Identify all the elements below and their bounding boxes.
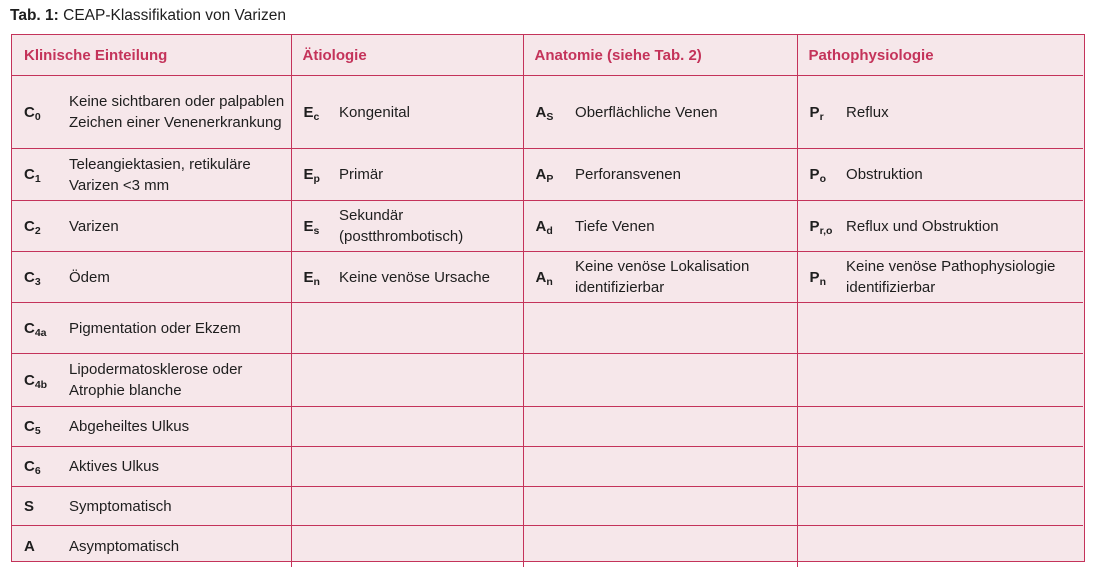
a-description-text: Oberflächliche Venen [575, 103, 718, 121]
c-description-cell [58, 487, 291, 526]
table-row [12, 252, 1083, 303]
c-code-letter: C [24, 418, 35, 435]
c-code-letter: C [24, 217, 35, 235]
header-klinische-einteilung: Klinische Einteilung [12, 35, 291, 76]
c-code-subscript: 2 [34, 224, 41, 237]
p-code-subscript: r,o [819, 224, 833, 237]
table-row [12, 76, 1083, 149]
p-code-subscript: r [819, 110, 824, 123]
p-code-letter: P [809, 166, 820, 183]
p-code-cell [797, 526, 835, 567]
e-description-cell [328, 354, 523, 407]
caption-title: CEAP-Klassifikation von Varizen [63, 7, 286, 24]
e-description-cell [328, 76, 523, 149]
e-code-cell [291, 149, 328, 201]
header-row [12, 35, 1083, 76]
c-description-text: Teleangiektasien, retikuläre Varizen <3 mm [69, 155, 251, 194]
c-code-cell [12, 407, 58, 447]
c-code-subscript: 6 [34, 465, 41, 477]
p-code-cell [797, 487, 835, 526]
e-description-cell [328, 149, 523, 201]
c-code-subscript: 0 [34, 110, 41, 123]
p-description-cell [835, 201, 1083, 252]
e-description-text: Keine venöse Ursache [339, 268, 490, 286]
c-description-cell [58, 201, 291, 252]
c-code-subscript: 1 [34, 173, 41, 185]
c-code-cell [12, 526, 58, 567]
c-description-cell [58, 149, 291, 201]
ceap-table [12, 35, 1083, 567]
e-description-cell [328, 252, 523, 303]
a-code-cell [523, 303, 564, 354]
a-code-cell [523, 526, 564, 567]
table-row [12, 407, 1083, 447]
c-code-subscript: 4b [34, 378, 48, 391]
p-description-cell [835, 487, 1083, 526]
c-description-cell [58, 252, 291, 303]
a-code-letter: A [535, 103, 547, 121]
c-code-cell [12, 252, 58, 303]
c-code-letter: A [24, 537, 35, 555]
c-code-cell [12, 447, 58, 487]
table-row [12, 201, 1083, 252]
table-row [12, 149, 1083, 201]
c-description-text: Keine sichtbaren oder palpablen Zeichen einer Venenerkrankung [69, 93, 285, 131]
a-description-cell [564, 526, 797, 567]
c-code-subscript: 3 [34, 275, 41, 288]
a-description-cell [564, 447, 797, 487]
e-code-subscript: p [313, 173, 320, 185]
c-code-letter: C [24, 458, 35, 475]
c-description-cell [58, 303, 291, 354]
c-code-cell [12, 303, 58, 354]
header-anatomie: Anatomie (siehe Tab. 2) [523, 35, 797, 76]
c-description-text: Symptomatisch [69, 497, 172, 515]
c-description-cell [58, 407, 291, 447]
p-code-cell [797, 201, 835, 252]
p-description-cell [835, 526, 1083, 567]
caption-label: Tab. 1: [10, 7, 59, 24]
e-code-cell [291, 447, 328, 487]
p-code-subscript: n [819, 275, 826, 288]
p-code-cell [797, 354, 835, 407]
c-code-letter: C [24, 103, 35, 121]
p-code-cell [797, 303, 835, 354]
p-description-text: Keine venöse Pathophysiologie identifizierbar [846, 258, 1056, 296]
c-code-letter: C [24, 371, 35, 389]
c-code-cell [12, 201, 58, 252]
c-code-subscript: 4a [34, 326, 47, 339]
c-description-cell [58, 76, 291, 149]
e-code-cell [291, 76, 328, 149]
p-description-cell [835, 149, 1083, 201]
e-description-text: Sekundär (postthrombotisch) [339, 207, 464, 245]
c-description-text: Aktives Ulkus [69, 458, 160, 475]
c-code-cell [12, 149, 58, 201]
p-description-cell [835, 76, 1083, 149]
e-code-subscript: n [313, 275, 320, 288]
p-code-cell [797, 407, 835, 447]
e-code-cell [291, 252, 328, 303]
e-description-text: Kongenital [339, 103, 410, 121]
p-description-text: Obstruktion [846, 166, 923, 183]
a-code-cell [523, 252, 564, 303]
p-code-subscript: o [819, 173, 826, 185]
a-code-cell [523, 354, 564, 407]
a-code-letter: A [535, 268, 547, 286]
e-description-cell [328, 447, 523, 487]
p-code-letter: P [809, 268, 820, 286]
e-code-cell [291, 201, 328, 252]
c-description-text: Ödem [69, 268, 110, 286]
a-description-text: Perforansvenen [575, 166, 681, 183]
a-code-cell [523, 76, 564, 149]
a-code-cell [523, 407, 564, 447]
e-code-cell [291, 487, 328, 526]
table-row [12, 354, 1083, 407]
table-row [12, 487, 1083, 526]
p-code-cell [797, 447, 835, 487]
a-code-cell [523, 149, 564, 201]
table-frame [11, 34, 1085, 562]
e-code-subscript: s [313, 224, 320, 237]
a-description-cell [564, 487, 797, 526]
e-code-cell [291, 526, 328, 567]
c-description-text: Asymptomatisch [69, 537, 180, 555]
a-code-subscript: S [546, 110, 554, 123]
e-code-subscript: c [313, 110, 320, 123]
c-description-text: Varizen [69, 217, 119, 235]
p-description-text: Reflux und Obstruktion [846, 217, 999, 235]
c-description-text: Lipodermatosklerose oder Atrophie blanche [69, 361, 243, 399]
p-description-text: Reflux [846, 103, 889, 121]
a-description-cell [564, 407, 797, 447]
e-description-cell [328, 303, 523, 354]
p-description-cell [835, 252, 1083, 303]
c-code-letter: C [24, 166, 35, 183]
e-description-cell [328, 526, 523, 567]
e-description-cell [328, 201, 523, 252]
p-description-cell [835, 407, 1083, 447]
a-description-cell [564, 252, 797, 303]
e-description-cell [328, 487, 523, 526]
a-description-cell [564, 354, 797, 407]
c-description-cell [58, 354, 291, 407]
p-description-cell [835, 354, 1083, 407]
table-row [12, 526, 1083, 567]
p-description-cell [835, 447, 1083, 487]
a-code-subscript: d [546, 224, 553, 237]
table-row [12, 303, 1083, 354]
p-code-cell [797, 252, 835, 303]
a-code-cell [523, 487, 564, 526]
e-code-letter: E [303, 217, 314, 235]
e-description-text: Primär [339, 166, 384, 183]
p-code-cell [797, 149, 835, 201]
c-code-letter: S [24, 497, 35, 515]
a-description-text: Tiefe Venen [575, 217, 655, 235]
p-code-cell [797, 76, 835, 149]
a-description-cell [564, 201, 797, 252]
a-code-letter: A [535, 166, 547, 183]
c-code-cell [12, 487, 58, 526]
e-code-letter: E [303, 166, 314, 183]
table-row [12, 447, 1083, 487]
a-code-subscript: n [546, 275, 553, 288]
p-code-letter: P [809, 103, 820, 121]
e-code-cell [291, 354, 328, 407]
c-code-cell [12, 354, 58, 407]
header-aetiologie: Ätiologie [291, 35, 523, 76]
c-code-cell [12, 76, 58, 149]
p-code-letter: P [809, 217, 820, 235]
a-code-cell [523, 201, 564, 252]
a-description-cell [564, 76, 797, 149]
c-code-letter: C [24, 319, 35, 337]
e-code-cell [291, 407, 328, 447]
c-description-text: Abgeheiltes Ulkus [69, 418, 190, 435]
c-description-text: Pigmentation oder Ekzem [69, 319, 241, 337]
a-description-cell [564, 149, 797, 201]
c-code-letter: C [24, 268, 35, 286]
a-code-subscript: P [546, 173, 554, 185]
a-code-cell [523, 447, 564, 487]
a-description-text: Keine venöse Lokalisation identifizierbar [575, 258, 750, 296]
c-description-cell [58, 526, 291, 567]
e-code-cell [291, 303, 328, 354]
p-description-cell [835, 303, 1083, 354]
a-description-cell [564, 303, 797, 354]
table-caption [10, 7, 286, 25]
header-pathophysiologie: Pathophysiologie [797, 35, 1083, 76]
e-code-letter: E [303, 268, 314, 286]
c-code-subscript: 5 [34, 425, 41, 437]
e-description-cell [328, 407, 523, 447]
a-code-letter: A [535, 217, 547, 235]
c-description-cell [58, 447, 291, 487]
e-code-letter: E [303, 103, 314, 121]
